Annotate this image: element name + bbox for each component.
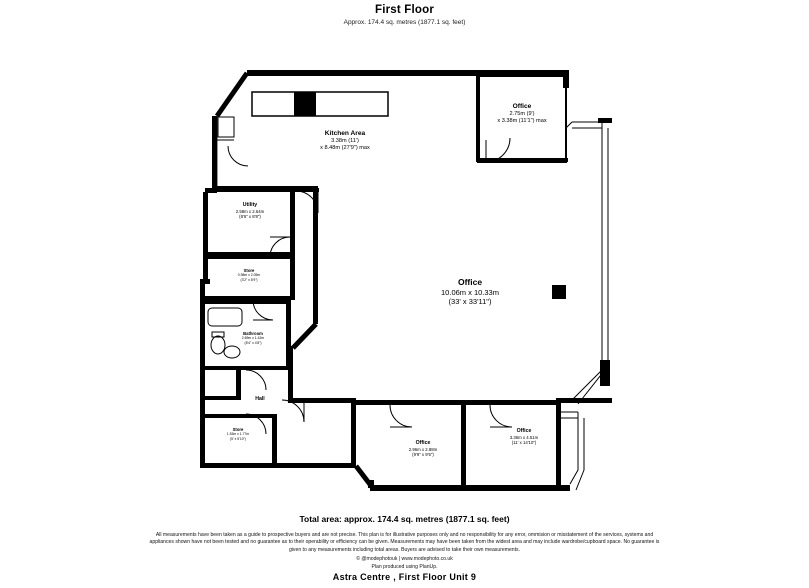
wall-bottom-corner (368, 480, 374, 488)
wall-bath-top (200, 300, 290, 304)
wall-hall-topleft (200, 396, 240, 400)
room-label-store-lower: Store 1.53m x 1.77m (5' x 5'10") (226, 427, 250, 441)
room-label-office-main: Office 10.06m x 10.33m (33' x 33'11") (441, 277, 499, 306)
wall-left-upper (212, 116, 217, 192)
wall-bottom-right (370, 485, 570, 491)
wall-store1-right (290, 255, 295, 300)
copyright-text: © @modephotouk | www.modephoto.co.uk (356, 556, 453, 562)
disclaimer-text: All measurements have been taken as a guide to prospective buyers and are not precise. This plan is for illustrative purposes only and no responsibility for any error, ommision or misstatement of the services, systems and appliances shown have not been tested and no guarantee as to their operability or efficiency can be given. Measurements may have been taken from the widest area and may include wardrobe/cupboard space. No guarantee is given to any measurements including total areas. Buyers are advised to take their own measurements. (149, 532, 660, 553)
room-label-office-bottomright: Office 3.36m x 4.51m (11' x 14'10") (509, 428, 539, 445)
office-column-marker (552, 285, 566, 299)
page-title: First Floor (374, 4, 435, 16)
wall-rightbottom-glazing (561, 412, 584, 490)
total-area-text: Total area: approx. 174.4 sq. metres (1877.1 sq. feet) (299, 514, 510, 524)
wall-bath-bottom (200, 366, 290, 370)
wall-hall-bottom (288, 398, 356, 403)
room-label-utility: Utility 2.58m x 2.64m (8'6" x 8'8") (235, 202, 265, 219)
page-subtitle: Approx. 174.4 sq. metres (1877.1 sq. feet) (343, 19, 466, 26)
wall-office-partition-mid (313, 306, 318, 324)
wall-store1-bottom (203, 296, 295, 300)
wall-right-lower (556, 398, 612, 403)
room-label-office-bottomleft: Office 2.96m x 2.88m (9'9" x 9'5") (408, 440, 438, 457)
room-label-kitchen: Kitchen Area 3.38m (11') x 8.48m (27'9") max (320, 130, 370, 152)
room-label-office-topright: Office 2.75m (9') x 3.38m (11'1") max (497, 103, 547, 125)
wall-store1-top (203, 255, 295, 259)
wall-office-angle (293, 324, 316, 348)
kitchen-counter (252, 92, 388, 116)
property-address: Astra Centre , First Floor Unit 9 (332, 572, 477, 582)
wall-lower-vert (351, 400, 356, 468)
wall-lower-office-top (351, 400, 461, 405)
bathtub-icon (208, 308, 242, 326)
wall-right-top-cap (598, 118, 612, 123)
copyright-block (0, 556, 809, 571)
kitchen-appliance (218, 117, 234, 137)
wall-lower-office-top2 (461, 400, 561, 405)
room-label-bathroom: Bathroom 2.69m x 1.42m (8'4" x 4'8") (241, 331, 265, 345)
produced-by-text: Plan produced using PlanUp. (371, 563, 438, 570)
room-label-hall: Hall (255, 396, 265, 402)
wall-right-pier (600, 360, 610, 386)
wall-upper-left-angle (217, 73, 247, 116)
wall-store2-top (200, 414, 276, 418)
basin-icon (224, 346, 240, 358)
wall-bottom-left (200, 463, 356, 468)
kitchen-hob (294, 92, 316, 116)
wall-kitchen-office-partition (313, 196, 318, 306)
room-label-store-upper: Store 0.98m x 2.05m (3'2" x 6'9") (237, 268, 261, 282)
